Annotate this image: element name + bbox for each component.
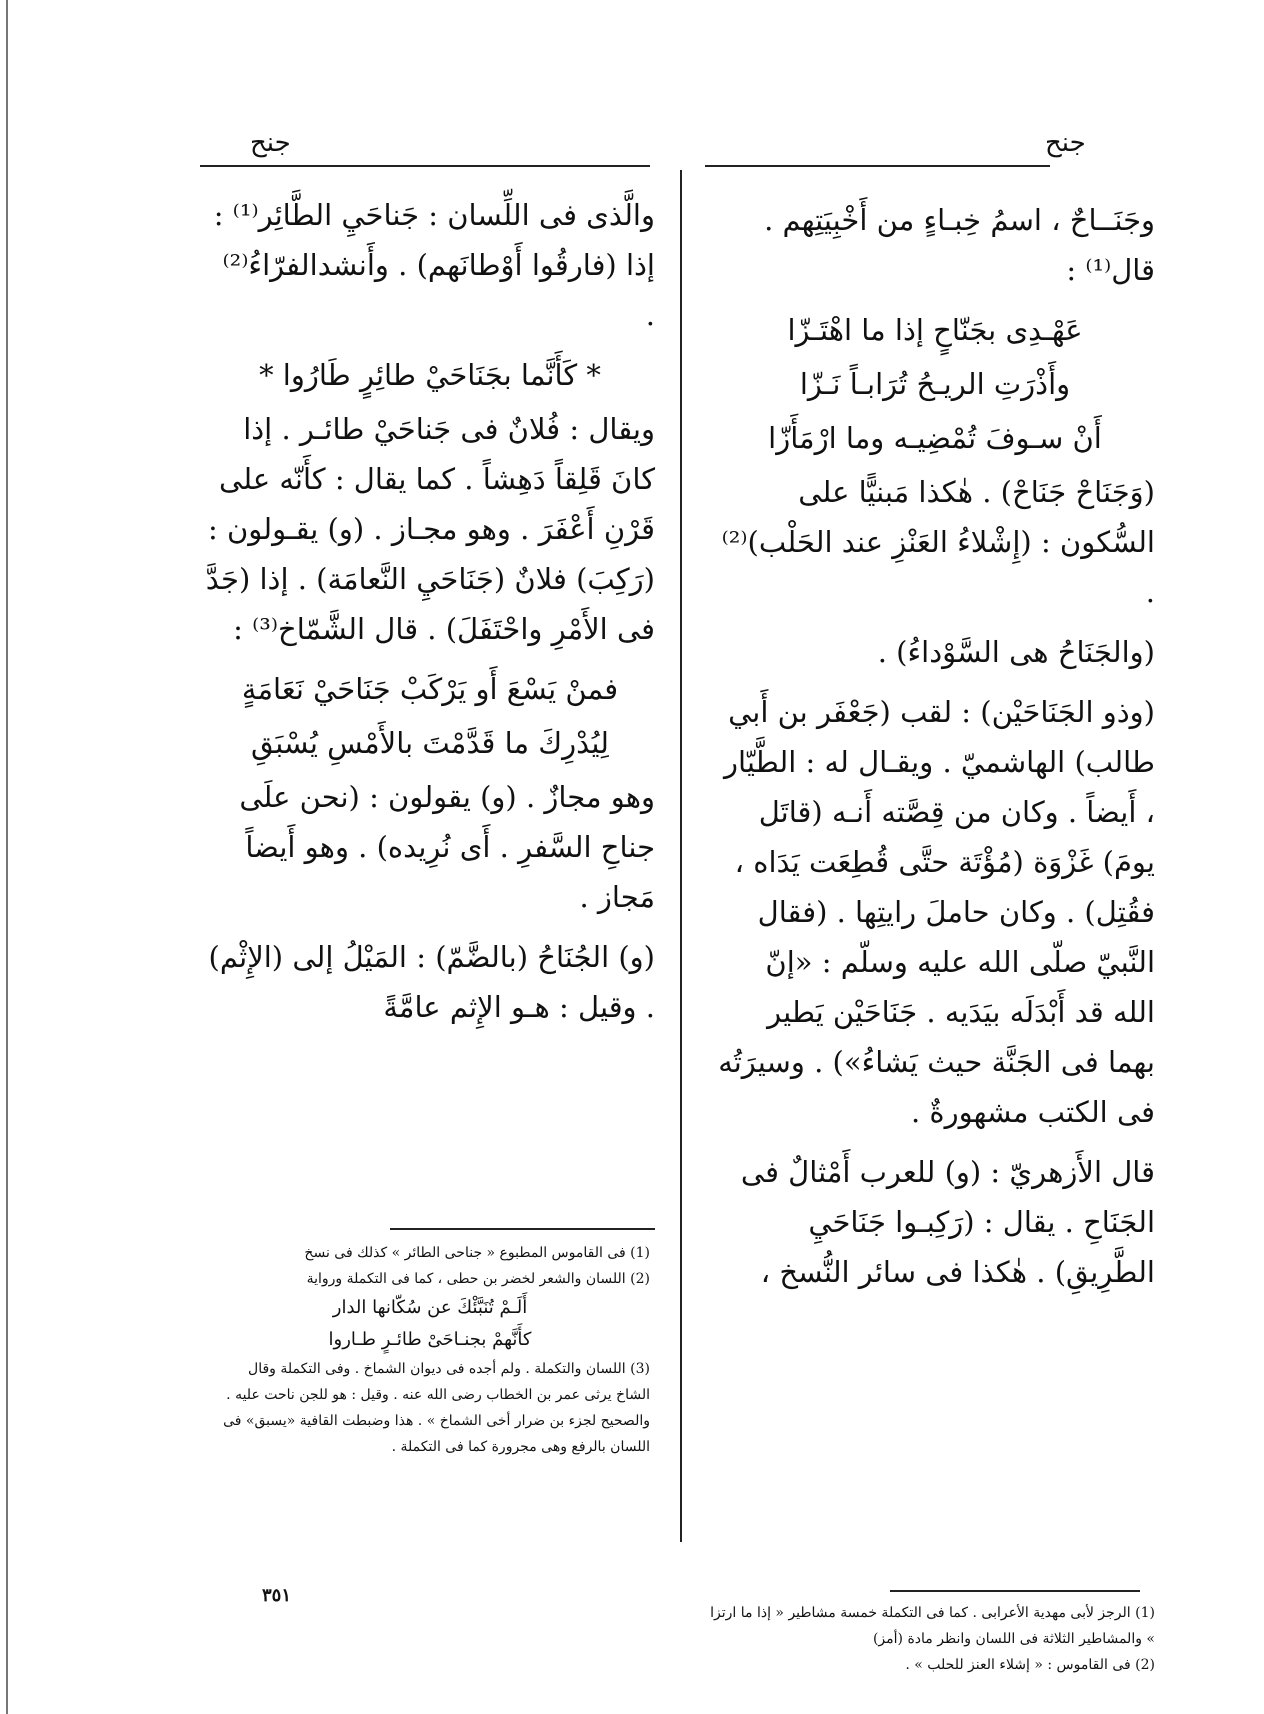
- paragraph: ويقال : فُلانٌ فى جَناحَيْ طائـر . إذا كانَ قَلِقاً دَهِشاً . كما يقال : كأَنّه على قَرْنِ أَعْفَرَ . وهو مجـاز . (و) يقـولون : (رَكِبَ) فلانٌ (جَنَاحَيِ النَّعامَة) . إذا (جَدَّ فى الأَمْرِ واحْتَفَلَ) . قال الشَّمّاخ⁽³⁾ :: [205, 412, 655, 646]
- footnote-verse: كأَنَّهمْ بجنـاحَىْ طائـرٍ طـاروا: [328, 1329, 532, 1350]
- page-edge: [6, 0, 8, 1714]
- running-header-left: جنح: [250, 128, 291, 158]
- right-column: [715, 195, 1155, 1307]
- paragraph: قال الأَزهريّ : (و) للعرب أَمْثالٌ فى الجَنَاحِ . يقال : (رَكِبـوا جَنَاحَيِ الطَّرِيقِ) . هٰكذا فى سائر النُّسخ ،: [740, 1155, 1155, 1289]
- footnote-rule-right: [890, 1590, 1140, 1592]
- verse-line: لِيُدْرِكَ ما قَدَّمْتَ بالأَمْسِ يُسْبَقِ: [251, 726, 609, 760]
- footnote: (1) الرجز لأبى مهدية الأعرابى . كما فى التكملة خمسة مشاطير « إذا ما ارتزا » والمشاطير الثلاثة فى اللسان وانظر مادة (أمز): [710, 1605, 1155, 1647]
- footnote: (1) فى القاموس المطبوع « جناحى الطائر » كذلك فى نسخ: [304, 1245, 650, 1261]
- verse-line: عَهْـدِى بجَنّاحٍ إذا ما اهْتَـزّا: [787, 313, 1083, 347]
- running-header-right: جنح: [1045, 128, 1086, 158]
- paragraph: (وَجَنَاحْ جَنَاحْ) . هٰكذا مَبنيًّا على السُّكون : (إِشْلاءُ العَنْزِ عند الحَلْب)⁽²⁾ .: [721, 475, 1155, 609]
- page-number: ٣٥١: [262, 1585, 292, 1606]
- footnote: (2) اللسان والشعر لخضر بن حطى ، كما فى التكملة ورواية: [306, 1271, 650, 1287]
- footnotes-right: [710, 1600, 1155, 1678]
- paragraph: (و) الجُنَاحُ (بالضَّمّ) : المَيْلُ إلى (الإِثْم) . وقيل : هـو الإِثم عامَّةً: [208, 940, 655, 1024]
- paragraph: وهو مجازٌ . (و) يقولون : (نحن علَى جناحِ السَّفرِ . أَى نُرِيده) . وهو أَيضاً مَجاز .: [239, 780, 655, 914]
- footnote: (3) اللسان والتكملة . ولم أجده فى ديوان الشماخ . وفى التكملة وقال الشاخ يرثى عمر بن الخطاب رضى الله عنه . وقيل : هو للجن ناحت عليه . والصحيح لجزء بن ضرار أخى الشماخ » . هذا وضبطت القافية «يسبق» فى اللسان بالرفع وهى مجرورة كما فى التكملة .: [223, 1361, 650, 1455]
- footnotes-left: [210, 1240, 650, 1460]
- left-column: [205, 190, 655, 1042]
- verse-line: فمنْ يَسْعَ أَو يَرْكَبْ جَنَاحَيْ نَعَامَةٍ: [241, 672, 619, 706]
- footnote-rule-left: [390, 1228, 655, 1230]
- footnote-verse: أَلَـمْ تُنَبَّئْكَ عن سُكّانها الدار: [332, 1297, 528, 1318]
- paragraph: والَّذى فى اللِّسان : جَناحَيِ الطَّائِر⁽¹⁾ : إذا (فارقُوا أَوْطانَهم) . وأَنشدالفرّاءُ⁽²⁾ .: [213, 198, 655, 332]
- header-rule-left: [200, 165, 650, 167]
- paragraph: (وذو الجَنَاحَيْن) : لقب (جَعْفَر بن أَبي طالب) الهاشميّ . ويقـال له : الطَّيّار ، أَيضاً . وكان من قِصَّته أَنـه (قاتَل يومَ) غَزْوَة (مُؤْتَة حتَّى قُطِعَت يَدَاه ، فقُتِل) . وكان حاملَ رايتِها . (فقال النَّبيّ صلّى الله عليه وسلّم : «إنّ الله قد أَبْدَلَه بيَدَيه . جَنَاحَيْن يَطير بهما فى الجَنَّة حيث يَشاءُ») . وسيرَتُه فى الكتب مشهورةٌ .: [718, 695, 1155, 1129]
- verse-line: أَنْ سـوفَ تُمْضِيـه وما ارْمَأَزّا: [768, 421, 1102, 455]
- paragraph: (والجَنَاحُ هى السَّوْداءُ) .: [877, 635, 1155, 669]
- column-divider: [680, 170, 682, 1542]
- verse-line: * كَأَنَّما بجَنَاحَيْ طائِرٍ طَارُوا *: [259, 358, 601, 392]
- header-rule-right: [705, 165, 1050, 167]
- verse-line: وأَذْرَتِ الريـحُ تُرَابـاً نَـزّا: [799, 367, 1071, 401]
- footnote: (2) فى القاموس : « إشلاء العنز للحلب » .: [905, 1657, 1155, 1673]
- paragraph: وجَنَــاحٌ ، اسمُ خِبـاءٍ من أَخْبِيَتِهم . قال⁽¹⁾ :: [764, 203, 1155, 287]
